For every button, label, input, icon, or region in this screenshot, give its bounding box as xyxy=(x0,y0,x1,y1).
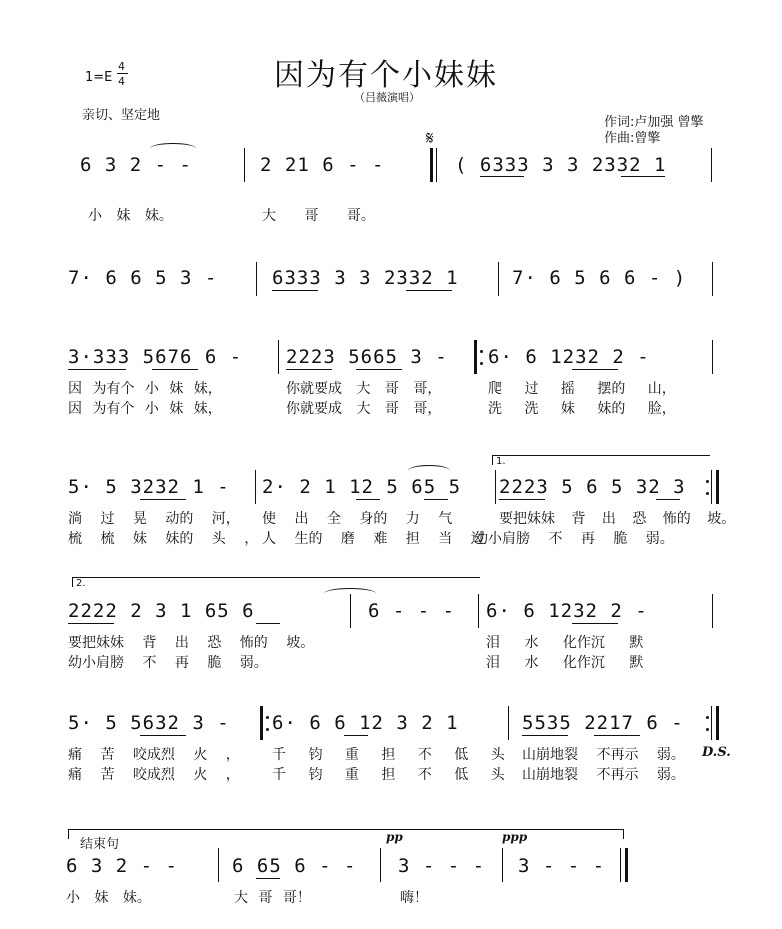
barline xyxy=(495,470,496,504)
lyric-line: 泪 水 化作沉 默 xyxy=(486,635,644,651)
time-signature-denominator: 4 xyxy=(118,75,125,88)
dynamic-marking: pp xyxy=(386,830,403,844)
barline xyxy=(436,148,437,182)
underline-beam xyxy=(572,369,618,370)
lyric-line: 大 哥 哥！ xyxy=(234,890,311,906)
tie-mark xyxy=(408,465,450,476)
barline xyxy=(502,848,503,882)
dal-segno-marking: D.S. xyxy=(702,745,731,760)
lyric-line: 梳 梳 妹 妹的 头 ， xyxy=(68,531,259,547)
lyric-line: 痛 苦 咬成烈 火 ， xyxy=(68,767,240,783)
barline xyxy=(278,340,279,374)
measure-notes: 6 - - - xyxy=(368,600,456,622)
coda-bracket-edge xyxy=(623,829,624,839)
repeat-dot xyxy=(480,362,483,365)
lyric-line: 小 妹 妹。 xyxy=(88,208,173,224)
underline-beam xyxy=(594,735,640,736)
volta-bracket-edge xyxy=(72,577,73,587)
underline-beam xyxy=(68,369,126,370)
measure-notes: 5· 5 3232 1 - xyxy=(68,476,230,498)
measure-notes: 6 3 2 - - xyxy=(80,154,192,176)
repeat-dot xyxy=(266,716,269,719)
lyric-line: 痛 苦 咬成烈 火 ， xyxy=(68,747,240,763)
lyric-line: 你就要成 大 哥 哥， xyxy=(286,381,442,397)
measure-notes: 6333 3 3 2332 1 xyxy=(272,267,459,289)
measure-notes: 6· 6 1232 2 - xyxy=(486,600,648,622)
lyric-line: 要把妹妹 背 出 恐 怖的 坡。 xyxy=(68,635,315,651)
underline-beam xyxy=(499,499,545,500)
lyric-line: 山崩地裂 不再示 弱。 xyxy=(522,767,685,783)
lyric-line: 人 生的 磨 难 担 当 过 xyxy=(262,531,485,547)
underline-beam xyxy=(522,735,568,736)
dynamic-marking: ppp xyxy=(502,830,528,844)
singer-credit: （吕薇演唱） xyxy=(354,91,420,104)
coda-label: 结束句 xyxy=(80,837,120,852)
measure-notes: 5· 5 5632 3 - xyxy=(68,712,230,734)
barline xyxy=(498,262,499,296)
underline-beam xyxy=(572,623,618,624)
volta-bracket-2 xyxy=(72,577,480,578)
underline-beam xyxy=(152,369,198,370)
underline-beam xyxy=(344,735,368,736)
repeat-start-barline xyxy=(474,340,477,374)
barline xyxy=(712,262,713,296)
lyric-line: 嗨！ xyxy=(400,890,428,906)
measure-notes: 3 - - - xyxy=(518,855,606,877)
coda-bracket-edge xyxy=(68,829,69,839)
underline-beam xyxy=(356,499,380,500)
barline xyxy=(350,594,351,628)
barline xyxy=(255,470,256,504)
lyric-line: 洗 洗 妹 妹的 脸， xyxy=(488,401,676,417)
barline xyxy=(711,148,712,182)
measure-notes: 2· 2 1 12 5 65 5 xyxy=(262,476,462,498)
barline xyxy=(380,848,381,882)
barline xyxy=(218,848,219,882)
underline-beam xyxy=(256,878,280,879)
repeat-dot xyxy=(480,350,483,353)
lyric-line: 因 为有个 小 妹 妹， xyxy=(68,381,222,397)
lyric-line: 淌 过 晃 动的 河， xyxy=(68,511,240,527)
underline-beam xyxy=(140,735,186,736)
lyric-line: 幼小肩膀 不 再 脆 弱。 xyxy=(68,655,268,671)
lyric-line: 千 钧 重 担 不 低 头 xyxy=(272,767,505,783)
measure-notes: 6 3 2 - - xyxy=(66,855,178,877)
underline-beam xyxy=(621,176,665,177)
barline xyxy=(478,594,479,628)
final-barline xyxy=(625,848,628,882)
volta-bracket-1 xyxy=(492,455,710,456)
measure-notes: 2222 2 3 1 65 6 xyxy=(68,600,255,622)
lyric-line: 要把妹妹 背 出 恐 怖的 坡。 xyxy=(499,511,736,527)
repeat-end-barline xyxy=(716,706,719,740)
measure-notes: 2 21 6 - - xyxy=(260,154,385,176)
tie-mark xyxy=(150,143,196,154)
measure-notes: 2223 5 6 5 32 3 xyxy=(499,476,686,498)
lyric-line: 小 妹 妹。 xyxy=(66,890,151,906)
lyric-line: 你就要成 大 哥 哥， xyxy=(286,401,442,417)
tie-mark xyxy=(324,588,376,599)
time-signature-line xyxy=(117,73,128,74)
barline xyxy=(620,848,621,882)
underline-beam xyxy=(424,499,448,500)
underline-beam xyxy=(656,499,680,500)
tempo-marking: 亲切、坚定地 xyxy=(82,108,161,123)
underline-beam xyxy=(480,176,524,177)
measure-notes: 7· 6 6 5 3 - xyxy=(68,267,218,289)
barline xyxy=(711,706,712,740)
lyric-line: 幼小肩膀 不 再 脆 弱。 xyxy=(474,531,674,547)
volta-label-1: 1. xyxy=(496,456,506,467)
underline-beam xyxy=(256,623,280,624)
repeat-start-barline xyxy=(260,706,263,740)
lyric-line: 泪 水 化作沉 默 xyxy=(486,655,644,671)
underline-beam xyxy=(286,369,332,370)
lyric-line: 因 为有个 小 妹 妹， xyxy=(68,401,222,417)
measure-notes: ( 6333 3 3 2332 1 xyxy=(455,154,667,176)
repeat-dot xyxy=(706,728,709,731)
repeat-start-barline xyxy=(430,148,433,182)
time-signature-numerator: 4 xyxy=(118,60,125,73)
measure-notes: 5535 2217 6 - xyxy=(522,712,684,734)
barline xyxy=(712,594,713,628)
page-title: 因为有个小妹妹 xyxy=(274,58,498,93)
repeat-dot xyxy=(706,716,709,719)
lyric-line: 大 哥 哥。 xyxy=(262,208,375,224)
underline-beam xyxy=(68,623,114,624)
measure-notes: 7· 6 5 6 6 - ) xyxy=(512,267,687,289)
repeat-end-barline xyxy=(716,470,719,504)
barline xyxy=(711,470,712,504)
repeat-dot xyxy=(706,480,709,483)
measure-notes: 6 65 6 - - xyxy=(232,855,357,877)
coda-bracket xyxy=(68,829,624,830)
barline xyxy=(256,262,257,296)
measure-notes: 3·333 5676 6 - xyxy=(68,346,243,368)
underline-beam xyxy=(406,290,452,291)
composer-credit: 作曲:曾擎 xyxy=(604,131,661,146)
volta-bracket-edge xyxy=(492,455,493,465)
lyricist-credit: 作词:卢加强 曾擎 xyxy=(604,115,704,130)
barline xyxy=(712,340,713,374)
lyric-line: 使 出 全 身的 力 气 xyxy=(262,511,453,527)
measure-notes: 6· 6 6 12 3 2 1 xyxy=(272,712,459,734)
key-signature: 1=E xyxy=(85,70,113,85)
barline xyxy=(508,706,509,740)
measure-notes: 6· 6 1232 2 - xyxy=(488,346,650,368)
lyric-line: 千 钧 重 担 不 低 头 xyxy=(272,747,505,763)
lyric-line: 山崩地裂 不再示 弱。 xyxy=(522,747,685,763)
underline-beam xyxy=(272,290,318,291)
underline-beam xyxy=(140,499,186,500)
repeat-dot xyxy=(266,728,269,731)
volta-label-2: 2. xyxy=(76,578,86,589)
underline-beam xyxy=(356,369,402,370)
repeat-dot xyxy=(706,492,709,495)
measure-notes: 2223 5665 3 - xyxy=(286,346,448,368)
measure-notes: 3 - - - xyxy=(398,855,486,877)
segno-sign: 𝄋 xyxy=(426,128,434,149)
lyric-line: 爬 过 摇 摆的 山， xyxy=(488,381,676,397)
barline xyxy=(244,148,245,182)
